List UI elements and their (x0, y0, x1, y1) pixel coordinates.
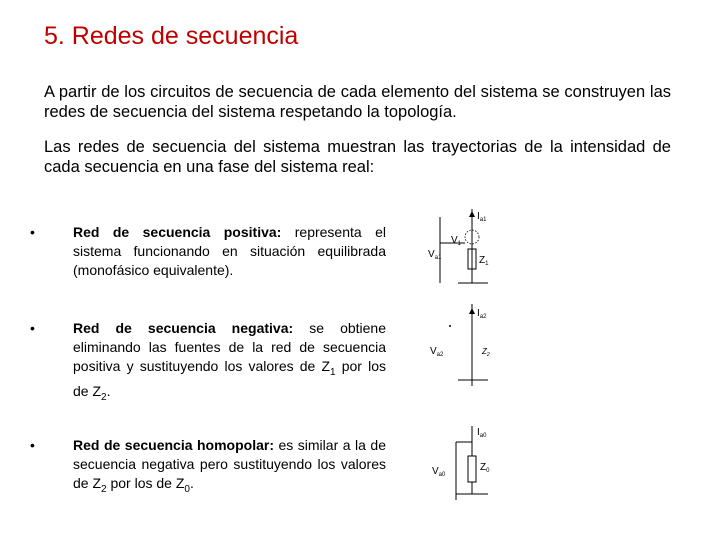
zero-sequence-term: Red de secuencia homopolar: (73, 437, 274, 453)
intro-paragraph: A partir de los circuitos de secuencia de cada elemento del sistema se construyen las redes de secuencia del sistema respetando la topología. (44, 83, 671, 121)
negative-sequence-desc-a: se obtiene eliminando las fuentes de la red de secuencia positiva y sustituyendo los valores de Z (73, 320, 386, 374)
voltage-label: $V_{a2}$ (430, 346, 444, 358)
impedance-label: $Z_0$ (480, 462, 490, 474)
negative-sequence-diagram (410, 300, 520, 395)
impedance-icon (468, 456, 476, 482)
page-title: 5. Redes de secuencia (44, 22, 299, 50)
negative-sequence-text (73, 319, 386, 407)
sequence-paragraph: Las redes de secuencia del sistema muestran las trayectorias de la intensidad de cada secuencia en una fase del sistema real: (44, 138, 671, 176)
positive-sequence-text (73, 223, 386, 280)
zero-sequence-desc-b: por los de Z (106, 475, 185, 491)
positive-sequence-desc: representa el sistema funcionando en situación equilibrada (monofásico equivalente). (73, 224, 386, 278)
zero-sub-a: 2 (101, 483, 107, 495)
negative-sequence-desc-b: por los de Z (73, 358, 386, 399)
zero-sequence-text (73, 436, 386, 499)
current-label: $I_{a0}$ (477, 427, 487, 439)
negative-sub-a: 1 (330, 366, 336, 378)
voltage-label: $V_{a1}$ (428, 249, 442, 261)
zero-sequence-desc-a: es similar a la de secuencia negativa pero sustituyendo los valores de Z (73, 437, 386, 491)
impedance-label: $Z_2$ (482, 347, 490, 358)
voltage-label: $V_{a0}$ (432, 466, 446, 478)
zero-sequence-desc-c: . (189, 475, 194, 491)
bullet: • (30, 320, 35, 336)
bullet: • (30, 224, 35, 240)
zero-sequence-diagram (410, 422, 520, 507)
zero-sub-b: 0 (184, 483, 190, 495)
current-label: $I_{a1}$ (477, 211, 487, 223)
negative-sub-b: 2 (101, 391, 107, 403)
positive-sequence-diagram (410, 205, 520, 295)
positive-sequence-term: Red de secuencia positiva: (73, 224, 282, 240)
impedance-label: $Z_1$ (479, 255, 489, 267)
negative-sequence-desc-c: . (106, 382, 111, 399)
negative-sequence-term: Red de secuencia negativa: (73, 320, 294, 336)
bullet: • (30, 437, 35, 453)
current-label: $I_{a2}$ (477, 308, 487, 320)
source-label: $V_1$ (451, 235, 462, 247)
